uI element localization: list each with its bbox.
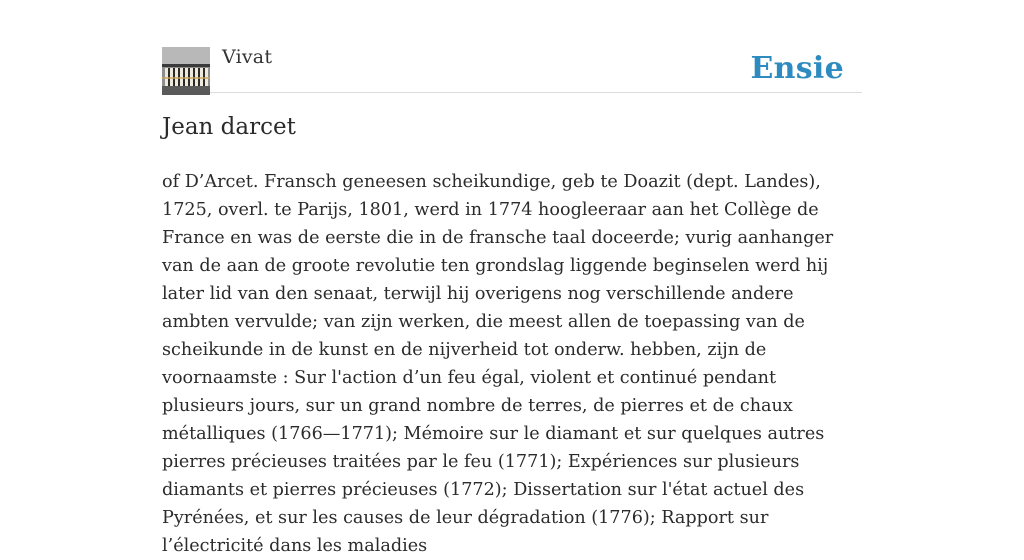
book-spines-icon: [162, 47, 210, 95]
article-page: [162, 0, 862, 556]
site-header: [162, 44, 862, 93]
page-title: Jean darcet: [162, 114, 296, 140]
site-logo[interactable]: Ensie: [750, 51, 844, 86]
article-body: of D’Arcet. Fransch geneesen scheikundige, geb te Doazit (dept. Landes), 1725, overl. te Parijs, 1801, werd in 1774 hoogleeraar aan het Collège de France en was de eerste die in de fransche taal doceerde; vurig aanhanger van de aan de groote revolutie ten grondslag liggende beginselen werd hij later lid van den senaat, terwijl hij overigens nog verschillende andere ambten vervulde; van zijn werken, die meest allen de toepassing van de scheikunde in de kunst en de nijverheid tot onderw. hebben, zijn de voornaamste : Sur l'action d’un feu égal, violent et continué pendant plusieurs jours, sur un grand nombre de terres, de pierres et de chaux métalliques (1766—1771); Mémoire sur le diamant et sur quelques autres pierres précieuses traitées par le feu (1771); Expériences sur plusieurs diamants et pierres précieuses (1772); Dissertation sur l'état actuel des Pyrénées, et sur les causes de leur dégradation (1776); Rapport sur l’électricité dans les maladies: [162, 172, 834, 556]
author-avatar[interactable]: [162, 47, 210, 95]
author-name[interactable]: Vivat: [222, 46, 273, 68]
